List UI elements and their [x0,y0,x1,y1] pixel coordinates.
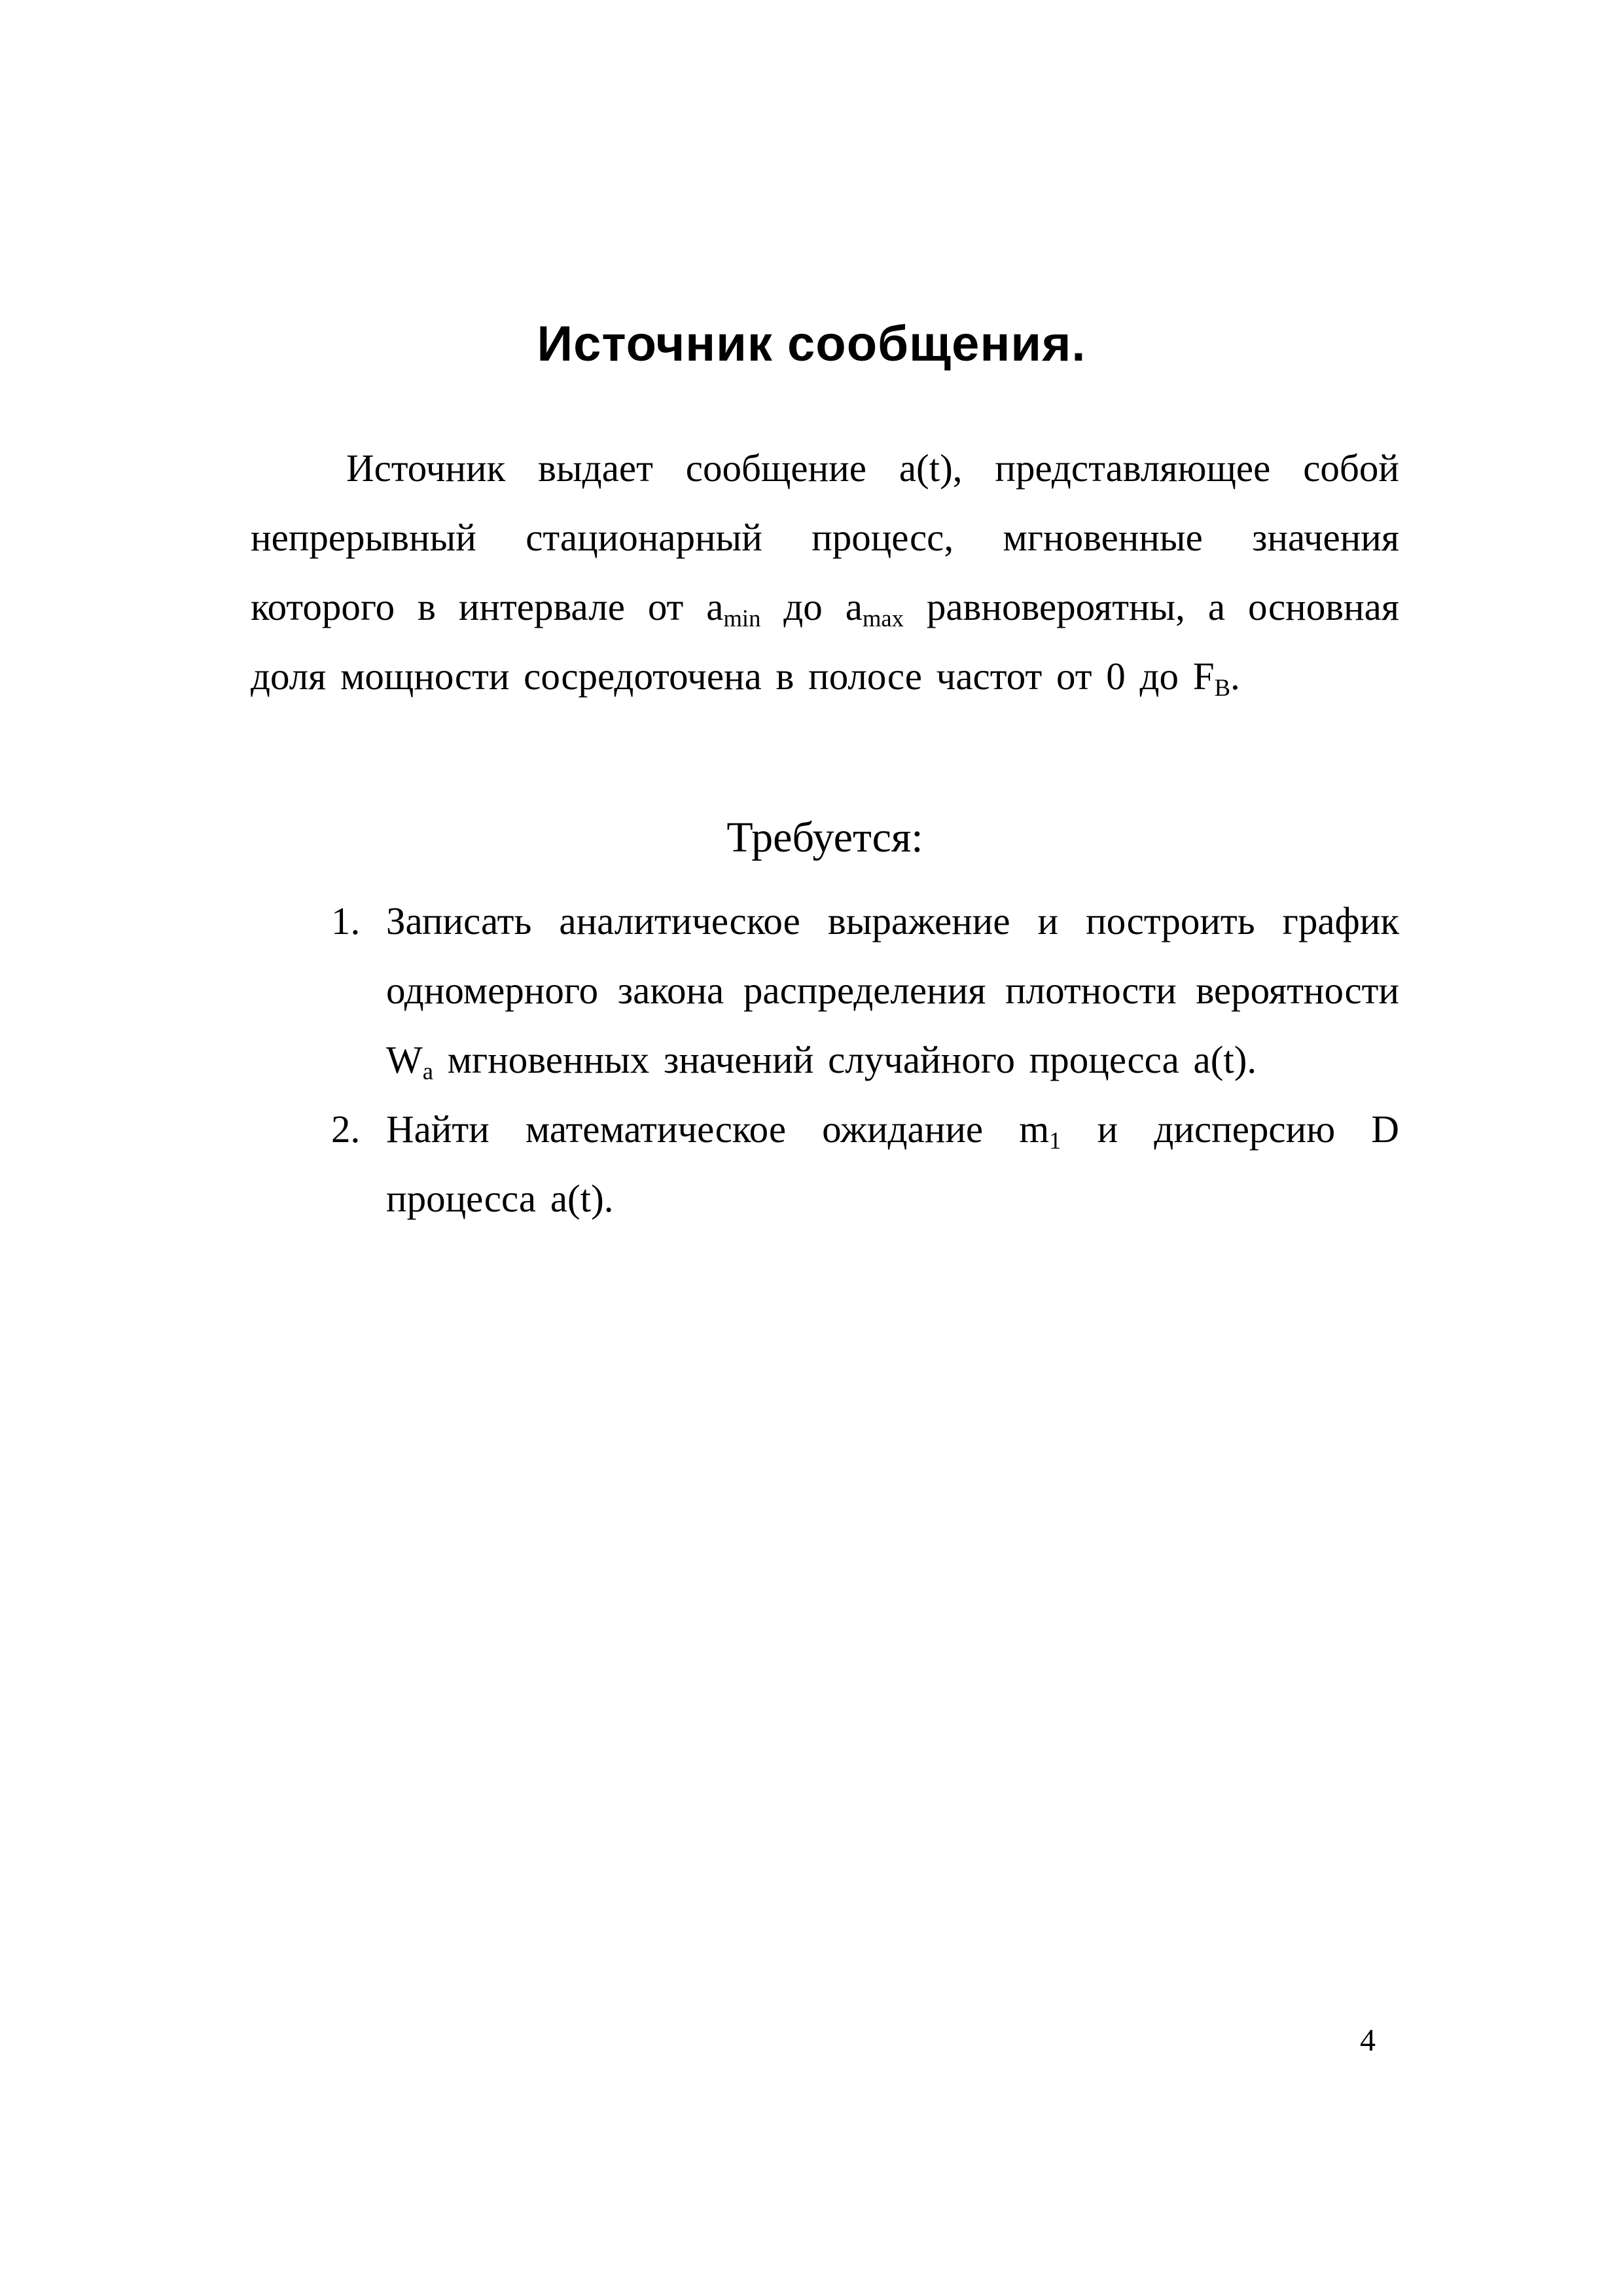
list-item [331,886,1399,1094]
subscript-wa: a [422,1058,433,1085]
list-item-text [386,1094,1399,1233]
item2-text-1: Найти математическое ожидание m [386,1107,1050,1151]
page-number: 4 [1360,2023,1376,2058]
intro-text-2: до a [760,585,863,628]
intro-text-1: Источник выдает сообщение a(t), представляющее собой непрерывный стационарный процесс, мгновенные значения которого в интервале от a [251,446,1399,628]
item2-text-2: и дисперсию D процесса a(t). [386,1107,1399,1220]
item1-text-1: Записать аналитическое выражение и построить график одномерного закона распределения плотности вероятности W [386,899,1399,1081]
intro-paragraph [251,433,1399,711]
list-item-number: 1. [331,899,361,942]
subscript-fv: В [1214,674,1230,702]
intro-text-3: равновероятны, а основная доля мощности сосредоточена в полосе частот от 0 до F [251,585,1399,698]
intro-text-4: . [1230,655,1240,698]
subscript-max: max [862,605,904,632]
requirements-heading: Требуется: [726,814,923,861]
item1-text-2: мгновенных значений случайного процесса a(t). [433,1038,1257,1081]
list-item [331,1094,1399,1233]
list-item-text [386,886,1399,1094]
list-item-number: 2. [331,1107,361,1151]
document-title: Источник сообщения. [537,316,1086,372]
subscript-min: min [723,605,761,632]
subscript-m1: 1 [1049,1127,1061,1155]
requirements-list [331,886,1399,1233]
